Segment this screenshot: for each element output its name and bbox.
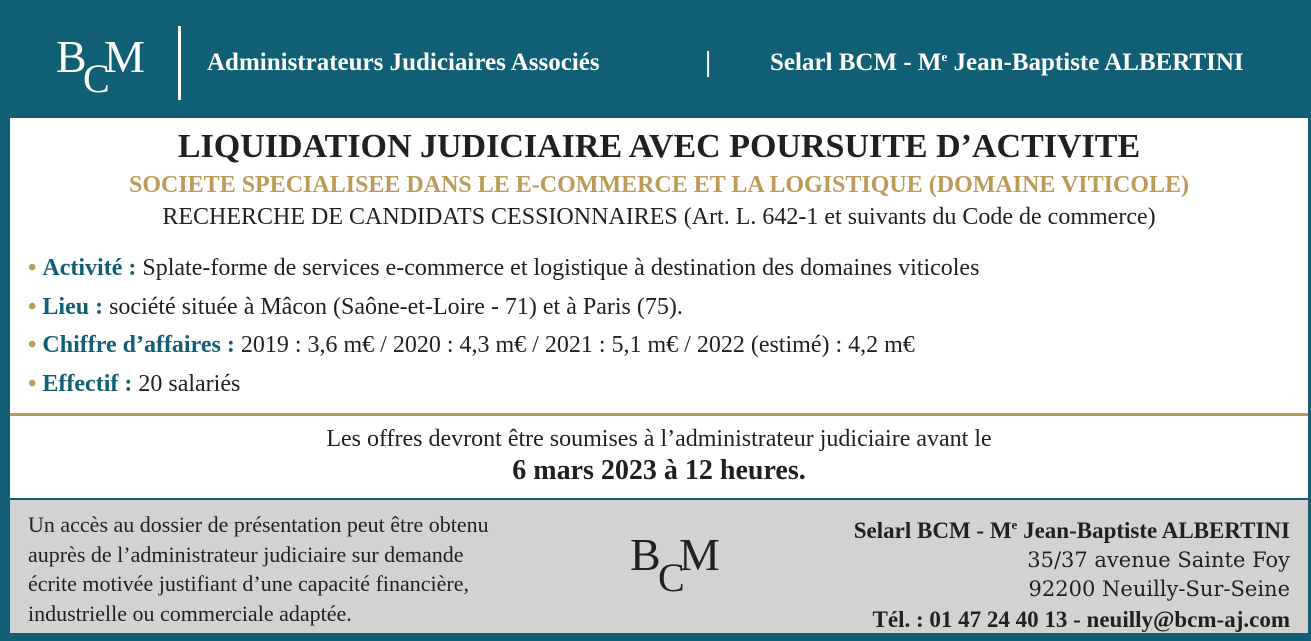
company-subtitle: SOCIETE SPECIALISEE DANS LE E-COMMERCE ET LA LOGISTIQUE (DOMAINE VITICOLE) [128, 172, 1190, 198]
header-pipe-separator: | [705, 47, 712, 78]
access-line: écrite motivée justifiant d’une capacité financière, [28, 571, 469, 596]
logo-letter-c: C [83, 56, 110, 101]
selarl-prefix: Selarl BCM - M [770, 49, 942, 76]
header-banner [0, 0, 1311, 117]
detail-item-activite [28, 255, 979, 294]
deadline-date: 6 mars 2023 à 12 heures. [512, 455, 806, 486]
logo-letter-b: B [630, 529, 661, 580]
bcm-logo [56, 31, 156, 104]
header-selarl [770, 49, 1244, 77]
deadline-text: Les offres devront être soumises à l’administrateur judiciaire avant le [326, 426, 992, 452]
gold-divider [10, 413, 1308, 416]
footer-panel [10, 500, 1308, 633]
logo-letter-m: M [679, 529, 720, 580]
selarl-superscript: e [1011, 517, 1018, 532]
detail-item-effectif [28, 371, 979, 410]
footer-selarl [854, 510, 1290, 546]
selarl-superscript: e [941, 49, 948, 64]
details-list [28, 255, 979, 409]
access-info [28, 510, 489, 628]
access-line: industrielle ou commerciale adaptée. [28, 600, 352, 626]
detail-label: Effectif : [42, 370, 133, 397]
detail-item-chiffre-affaires [28, 332, 979, 371]
logo-letter-m: M [104, 31, 145, 82]
main-panel [10, 118, 1308, 498]
logo-letter-c: C [658, 555, 685, 600]
detail-value: Splate-forme de services e-commerce et logistique à destination des domaines viticoles [142, 255, 980, 281]
detail-label: Lieu : [42, 293, 104, 320]
address-street: 35/37 avenue Sainte Foy [1027, 547, 1290, 572]
selarl-prefix: Selarl BCM - M [853, 518, 1012, 543]
bullet-icon: • [28, 370, 37, 397]
selarl-name: Jean-Baptiste ALBERTINI [947, 49, 1244, 76]
contact-phone-email: Tél. : 01 47 24 40 13 - neuilly@bcm-aj.com [872, 606, 1290, 632]
selarl-name: Jean-Baptiste ALBERTINI [1017, 518, 1290, 543]
bullet-icon: • [28, 293, 37, 320]
bcm-footer-logo [630, 529, 740, 612]
address-city: 92200 Neuilly-Sur-Seine [1028, 577, 1290, 601]
page-title: LIQUIDATION JUDICIAIRE AVEC POURSUITE D’ACTIVITE [177, 128, 1141, 165]
detail-value: 20 salariés [138, 370, 241, 397]
detail-label: Chiffre d’affaires : [42, 332, 235, 358]
research-line: RECHERCHE DE CANDIDATS CESSIONNAIRES (Art. L. 642-1 et suivants du Code de commerce) [162, 204, 1156, 230]
bullet-icon: • [28, 255, 37, 281]
contact-block [854, 510, 1290, 634]
detail-label: Activité : [42, 255, 137, 281]
detail-value: société située à Mâcon (Saône-et-Loire - 71) et à Paris (75). [109, 293, 683, 320]
access-line: Un accès au dossier de présentation peut être obtenu [28, 512, 489, 537]
header-divider [178, 26, 181, 100]
detail-item-lieu [28, 294, 979, 333]
bullet-icon: • [28, 332, 37, 358]
association-title: Administrateurs Judiciaires Associés [207, 49, 600, 76]
detail-value: 2019 : 3,6 m€ / 2020 : 4,3 m€ / 2021 : 5,1 m€ / 2022 (estimé) : 4,2 m€ [240, 332, 915, 358]
access-line: auprès de l’administrateur judiciaire sur demande [28, 541, 464, 567]
logo-letter-b: B [56, 31, 87, 82]
